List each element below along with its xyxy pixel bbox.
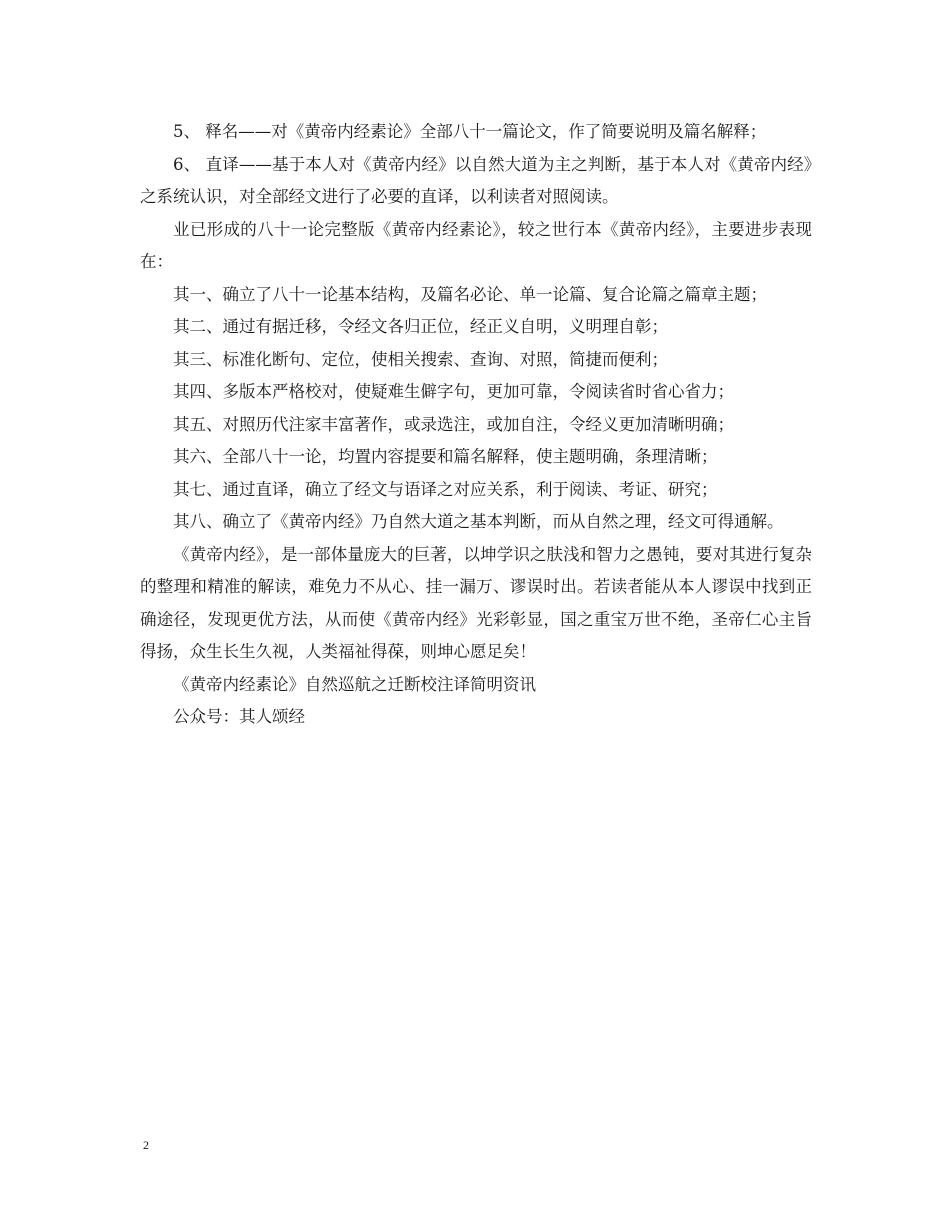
paragraph-point-5: 其五、对照历代注家丰富著作，或录选注，或加自注，令经义更加清晰明确； xyxy=(173,414,734,434)
paragraph-point-2: 其二、通过有据迁移，令经文各归正位，经正义自明，义明理自彰； xyxy=(173,317,668,336)
paragraph-point-1: 其一、确立了八十一论基本结构，及篇名必论、单一论篇、复合论篇之篇章主题； xyxy=(173,284,767,304)
page-number: 2 xyxy=(143,1138,149,1152)
paragraph-point-6: 其六、全部八十一论，均置内容提要和篇名解释，使主题明确，条理清晰； xyxy=(173,447,718,466)
paragraph-point-7: 其七、通过直译，确立了经文与语译之对应关系，利于阅读、考证、研究； xyxy=(173,479,718,499)
paragraph-item-5: 5、 释名——对《黄帝内经素论》全部八十一篇论文，作了简要说明及篇名解释； xyxy=(173,122,767,141)
paragraph-progress-intro: 业已形成的八十一论完整版《黄帝内经素论》，较之世行本《黄帝内经》，主要进步表现在： xyxy=(140,219,812,271)
paragraph-point-3: 其三、标准化断句、定位，使相关搜索、查询、对照，简捷而便利； xyxy=(173,349,668,369)
paragraph-source-title: 《黄帝内经素论》自然巡航之迁断校注译简明资讯 xyxy=(173,674,536,694)
paragraph-public-account: 公众号：其人颂经 xyxy=(173,707,305,726)
paragraph-point-8: 其八、确立了《黄帝内经》乃自然大道之基本判断，而从自然之理，经文可得通解。 xyxy=(173,512,784,531)
paragraph-conclusion: 《黄帝内经》，是一部体量庞大的巨著，以坤学识之肤浅和智力之愚钝，要对其进行复杂的整理和精准的解读，难免力不从心、挂一漏万、谬误时出。若读者能从本人谬误中找到正确途径，发现更优方法，从而使《黄帝内经》光彩彰显，国之重宝万世不绝，圣帝仁心主旨得扬，众生长生久视，人类福祉得葆，则坤心愿足矣！ xyxy=(140,544,812,661)
paragraph-item-6: 6、 直译——基于本人对《黄帝内经》以自然大道为主之判断，基于本人对《黄帝内经》之系统认识，对全部经文进行了必要的直译，以利读者对照阅读。 xyxy=(140,154,812,206)
paragraph-point-4: 其四、多版本严格校对，使疑难生僻字句，更加可靠，令阅读省时省心省力； xyxy=(173,382,734,401)
document-body xyxy=(140,116,812,734)
